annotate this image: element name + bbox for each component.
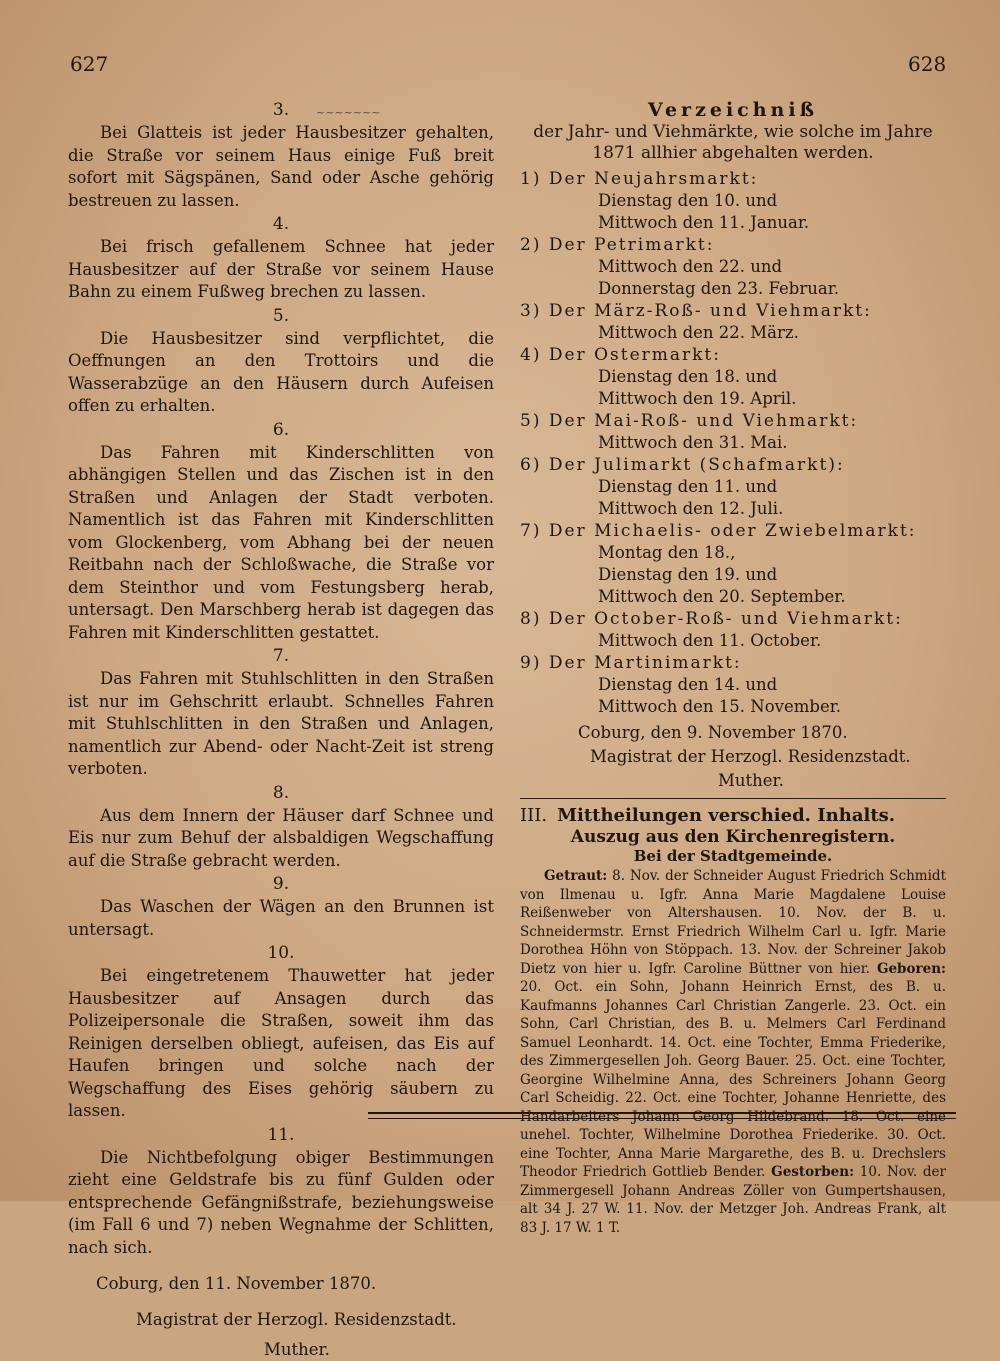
market-name: 4) Der Ostermarkt: bbox=[520, 345, 721, 365]
market-entry bbox=[520, 344, 946, 410]
section-number: 9. bbox=[272, 874, 290, 894]
section-5 bbox=[68, 306, 494, 418]
market-date: Mittwoch den 31. Mai. bbox=[598, 433, 788, 452]
section-subheading: Auszug aus den Kirchenregistern. bbox=[570, 827, 896, 847]
section-text: Das Waschen der Wägen an den Brunnen ist untersagt. bbox=[68, 897, 494, 939]
page-number-left: 627 bbox=[70, 52, 109, 76]
section-number: 11. bbox=[267, 1124, 295, 1145]
market-entry bbox=[520, 410, 946, 454]
market-entry bbox=[520, 520, 946, 608]
bottom-double-rule bbox=[368, 1112, 956, 1119]
market-name: 9) Der Martinimarkt: bbox=[520, 653, 742, 673]
market-list-title: Verzeichniß bbox=[647, 99, 819, 121]
left-signature-name: Muther. bbox=[264, 1340, 330, 1359]
market-date: Dienstag den 19. und bbox=[598, 565, 778, 584]
market-list-subtitle-2: 1871 allhier abgehalten werden. bbox=[592, 143, 874, 163]
market-date: Mittwoch den 11. October. bbox=[598, 631, 822, 650]
ornament-mark: ~~~~~~~ bbox=[316, 106, 381, 119]
section-7 bbox=[68, 646, 494, 781]
section-4 bbox=[68, 214, 494, 304]
market-entry bbox=[520, 168, 946, 234]
market-entry bbox=[520, 234, 946, 300]
market-date: Mittwoch den 11. Januar. bbox=[598, 213, 810, 232]
market-entry bbox=[520, 608, 946, 652]
right-signature-date: Coburg, den 9. November 1870. bbox=[578, 723, 848, 742]
section-8 bbox=[68, 783, 494, 873]
market-date: Dienstag den 18. und bbox=[598, 367, 778, 386]
section-text: Das Fahren mit Stuhlschlitten in den Straßen ist nur im Gehschritt erlaubt. Schnelles Fahren mit Stuhlschlitten in den Straßen und Anlagen, namentlich zur Abend- oder Nacht-Zeit ist streng verboten. bbox=[68, 669, 494, 778]
market-date: Dienstag den 10. und bbox=[598, 191, 778, 210]
section-number: 6. bbox=[272, 419, 290, 440]
market-entry bbox=[520, 652, 946, 718]
left-signature-magistrat: Magistrat der Herzogl. Residenzstadt. bbox=[136, 1310, 457, 1329]
section-roman-numeral: III. bbox=[520, 805, 548, 826]
left-signature-date: Coburg, den 11. November 1870. bbox=[96, 1274, 377, 1293]
section-6 bbox=[68, 420, 494, 645]
market-date: Mittwoch den 20. September. bbox=[598, 587, 846, 606]
getraut-text: 8. Nov. der Schneider August Friedrich Schmidt von Ilmenau u. Igfr. Anna Marie Magdalene Louise Reißenweber von Altershausen. 10. Nov. der B. u. Schneidermstr. Ernst Friedrich Wilhelm Carl u. Igfr. Marie Dorothea Höhn von Stöppach. 13. Nov. der Schreiner Jakob Dietz von hier u. Igfr. Caroline Büttner von hier. bbox=[520, 868, 946, 977]
market-date: Mittwoch den 15. November. bbox=[598, 697, 842, 716]
market-name: 3) Der März-Roß- und Viehmarkt: bbox=[520, 301, 872, 321]
section-subsubheading: Bei der Stadtgemeinde. bbox=[633, 847, 833, 865]
gestorben-label: Gestorben: bbox=[771, 1164, 855, 1180]
market-name: 1) Der Neujahrsmarkt: bbox=[520, 169, 759, 189]
right-signature-name: Muther. bbox=[718, 771, 784, 790]
market-date: Donnerstag den 23. Februar. bbox=[598, 279, 840, 298]
section-number: 3. bbox=[272, 100, 290, 120]
section-11 bbox=[68, 1125, 494, 1260]
section-text: Aus dem Innern der Häuser darf Schnee und Eis nur zum Behuf der alsbaldigen Wegschaffung auf die Straße gebracht werden. bbox=[68, 805, 494, 870]
left-column bbox=[68, 98, 494, 1361]
section-heading-text: Mittheilungen verschied. Inhalts. bbox=[557, 805, 896, 826]
section-number: 7. bbox=[272, 646, 290, 666]
market-name: 6) Der Julimarkt (Schafmarkt): bbox=[520, 455, 845, 475]
section-divider bbox=[520, 798, 946, 799]
section-number: 4. bbox=[272, 214, 290, 234]
market-name: 5) Der Mai-Roß- und Viehmarkt: bbox=[520, 411, 859, 431]
getraut-label: Getraut: bbox=[544, 868, 608, 884]
market-date: Dienstag den 14. und bbox=[598, 675, 778, 694]
right-signature-magistrat: Magistrat der Herzogl. Residenzstadt. bbox=[590, 747, 911, 766]
section-text: Bei Glatteis ist jeder Hausbesitzer gehalten, die Straße vor seinem Haus einige Fuß breit sofort mit Sägspänen, Sand oder Asche gehörig bestreuen zu lassen. bbox=[68, 123, 494, 210]
market-date: Mittwoch den 12. Juli. bbox=[598, 499, 784, 518]
market-date: Montag den 18., bbox=[598, 543, 736, 562]
market-date: Dienstag den 11. und bbox=[598, 477, 778, 496]
section-9 bbox=[68, 874, 494, 941]
geboren-text: 20. Oct. ein Sohn, Johann Heinrich Ernst, des B. u. Kaufmanns Johannes Carl Christian Zangerle. 23. Oct. ein Sohn, Carl Christian, des B. u. Melmers Carl Ferdinand Samuel Leonhardt. 14. Oct. eine Tochter, Emma Friederike, des Zimmergesellen Joh. Georg Bauer. 25. Oct. eine Tochter, Georgine Wilhelmine Anna, des Schreiners Johann Georg Carl Scheidig. 22. Oct. eine Tochter, Johanne Henriette, des Handarbeiters Johann Georg Hildebrand. 18. Oct. eine unehel. Tochter, Wilhelmine Dorothea Friederike. 30. Oct. eine Tochter, Anna Marie Margarethe, des B. u. Drechslers Theodor Friedrich Gottlieb Bender. bbox=[520, 979, 946, 1180]
section-text: Bei eingetretenem Thauwetter hat jeder Hausbesitzer auf Ansagen durch das Polizeipersonale die Straßen, soweit ihm das Reinigen derselben obliegt, aufeisen, das Eis auf Haufen bringen und solche nach der Wegschaffung des Eises gehörig säubern zu lassen. bbox=[68, 966, 494, 1120]
church-register-text bbox=[520, 867, 946, 1237]
market-list bbox=[520, 168, 946, 718]
section-text: Das Fahren mit Kinderschlitten von abhängigen Stellen und das Zischen ist in den Straßen und Anlagen der Stadt verboten. Namentlich ist das Fahren mit Kinderschlitten vom Glockenberg, vom Abhang bei der neuen Reitbahn nach der Schloßwache, die Straße vor dem Steinthor und vom Festungsberg herab, untersagt. Den Marschberg herab ist dagegen das Fahren mit Kinderschlitten gestattet. bbox=[68, 442, 494, 642]
gestorben-text: 10. Nov. der Zimmergesell Johann Andreas Zöller von Gumpertshausen, alt 34 J. 27 W. 11. Nov. der Metzger Joh. Andreas Frank, alt 83 J. 17 W. 1 T. bbox=[520, 1164, 946, 1236]
section-text: Die Nichtbefolgung obiger Bestimmungen zieht eine Geldstrafe bis zu fünf Gulden oder entsprechende Gefängnißstrafe, beziehungsweise (im Fall 6 und 7) neben Wegnahme der Schlitten, nach sich. bbox=[68, 1147, 494, 1257]
geboren-label: Geboren: bbox=[876, 960, 946, 977]
section-number: 8. bbox=[272, 782, 290, 803]
page-number-right: 628 bbox=[908, 52, 947, 76]
market-entry bbox=[520, 300, 946, 344]
market-list-subtitle-1: der Jahr- und Viehmärkte, wie solche im Jahre bbox=[533, 122, 933, 142]
section-text: Die Hausbesitzer sind verpflichtet, die Oeffnungen an den Trottoirs und die Wasserabzüge an den Häusern durch Aufeisen offen zu erhalten. bbox=[68, 328, 494, 415]
section-text: Bei frisch gefallenem Schnee hat jeder Hausbesitzer auf der Straße vor seinem Hause Bahn zu einem Fußweg brechen zu lassen. bbox=[68, 237, 494, 301]
market-name: 2) Der Petrimarkt: bbox=[520, 235, 715, 255]
right-column bbox=[520, 98, 946, 1237]
market-date: Mittwoch den 19. April. bbox=[598, 389, 797, 408]
section-number: 5. bbox=[272, 305, 290, 326]
section-10 bbox=[68, 943, 494, 1123]
section-number: 10. bbox=[267, 943, 295, 963]
market-date: Mittwoch den 22. März. bbox=[598, 323, 799, 342]
market-name: 8) Der October-Roß- und Viehmarkt: bbox=[520, 609, 903, 629]
section-heading bbox=[520, 805, 946, 827]
section-3 bbox=[68, 100, 494, 212]
market-entry bbox=[520, 454, 946, 520]
market-date: Mittwoch den 22. und bbox=[598, 257, 783, 276]
market-name: 7) Der Michaelis- oder Zwiebelmarkt: bbox=[520, 521, 917, 541]
